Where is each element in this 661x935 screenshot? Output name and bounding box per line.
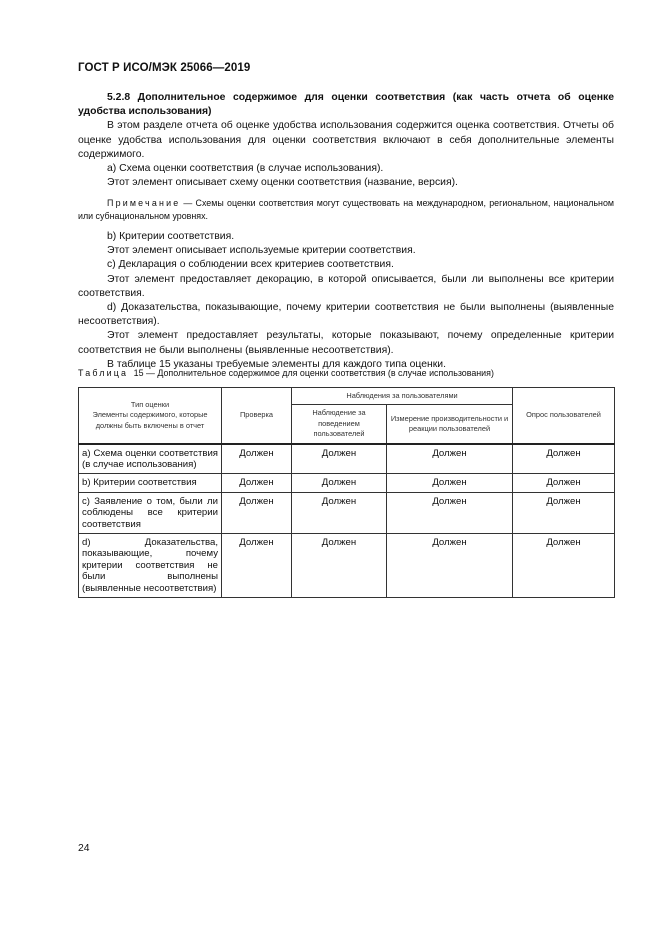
row-label: a) Схема оценки соответствия (в случае использования) — [79, 444, 222, 474]
note — [78, 197, 614, 222]
table-caption-label: Таблица — [78, 368, 129, 378]
cell-check: Должен — [222, 534, 292, 598]
table-caption — [78, 368, 618, 378]
table-corner-header — [79, 388, 222, 444]
requirements-table — [78, 387, 615, 598]
cell-observe: Должен — [292, 474, 387, 492]
column-header-check: Проверка — [222, 388, 292, 444]
list-item-c-description: Этот элемент предоставляет декорацию, в которой описывается, были ли выполнены все критерии соответствия. — [78, 273, 614, 299]
section-intro: В этом разделе отчета об оценке удобства использования содержится оценка соответствия. Отчеты об оценке удобства использования для оценки соответствия включают в себя дополнительные элементы содержимого. — [78, 120, 614, 160]
cell-measure: Должен — [387, 444, 513, 474]
table-row — [79, 474, 615, 492]
section-heading: 5.2.8 Дополнительное содержимое для оценки соответствия (как часть отчета об оценке удобства использования) — [78, 92, 614, 118]
column-group-header-observations: Наблюдения за пользователями — [292, 388, 513, 405]
corner-type-label: Тип оценки — [130, 399, 170, 409]
table-row — [79, 492, 615, 533]
cell-observe: Должен — [292, 444, 387, 474]
cell-survey: Должен — [513, 534, 615, 598]
row-label: d) Доказательства, показывающие, почему критерии соответствия не были выполнены (выявленные несоответствия) — [79, 534, 222, 598]
cell-check: Должен — [222, 474, 292, 492]
cell-measure: Должен — [387, 492, 513, 533]
table-reference: В таблице 15 указаны требуемые элементы для каждого типа оценки. — [107, 358, 446, 370]
cell-observe: Должен — [292, 534, 387, 598]
corner-elements-label: Элементы содержимого, которые должны быть включены в отчет — [92, 410, 208, 430]
note-text: — Схемы оценки соответствия могут существовать на международном, региональном, национальном или субнациональном уровнях. — [78, 198, 614, 221]
list-item-c: c) Декларация о соблюдении всех критериев соответствия. — [107, 259, 394, 271]
column-header-survey: Опрос пользователей — [513, 388, 615, 444]
cell-measure: Должен — [387, 474, 513, 492]
list-item-a-description: Этот элемент описывает схему оценки соответствия (название, версия). — [107, 177, 458, 189]
cell-survey: Должен — [513, 444, 615, 474]
note-label: Примечание — [107, 198, 181, 209]
row-label: b) Критерии соответствия — [79, 474, 222, 492]
list-item-b: b) Критерии соответствия. — [107, 231, 235, 243]
column-header-observe: Наблюдение за поведением пользователей — [292, 405, 387, 444]
column-header-measure: Измерение производительности и реакции пользователей — [387, 405, 513, 444]
cell-observe: Должен — [292, 492, 387, 533]
table-caption-text: 15 — Дополнительное содержимое для оценки соответствия (в случае использования) — [133, 368, 494, 378]
list-item-d: d) Доказательства, показывающие, почему критерии соответствия не были выполнены (выявленные несоответствия). — [78, 302, 614, 328]
list-item-a: a) Схема оценки соответствия (в случае использования). — [107, 163, 384, 175]
list-item-b-description: Этот элемент описывает используемые критерии соответствия. — [107, 245, 416, 257]
table-row — [79, 534, 615, 598]
cell-check: Должен — [222, 492, 292, 533]
row-label: c) Заявление о том, были ли соблюдены все критерии соответствия — [79, 492, 222, 533]
cell-survey: Должен — [513, 474, 615, 492]
section-body — [78, 91, 614, 372]
cell-survey: Должен — [513, 492, 615, 533]
table-row — [79, 444, 615, 474]
document-header: ГОСТ Р ИСО/МЭК 25066—2019 — [78, 62, 251, 74]
cell-check: Должен — [222, 444, 292, 474]
list-item-d-description: Этот элемент предоставляет результаты, которые показывают, почему определенные критерии соответствия не были выполнены (выявленные несоответствия). — [78, 330, 614, 356]
cell-measure: Должен — [387, 534, 513, 598]
page-number: 24 — [78, 843, 90, 854]
